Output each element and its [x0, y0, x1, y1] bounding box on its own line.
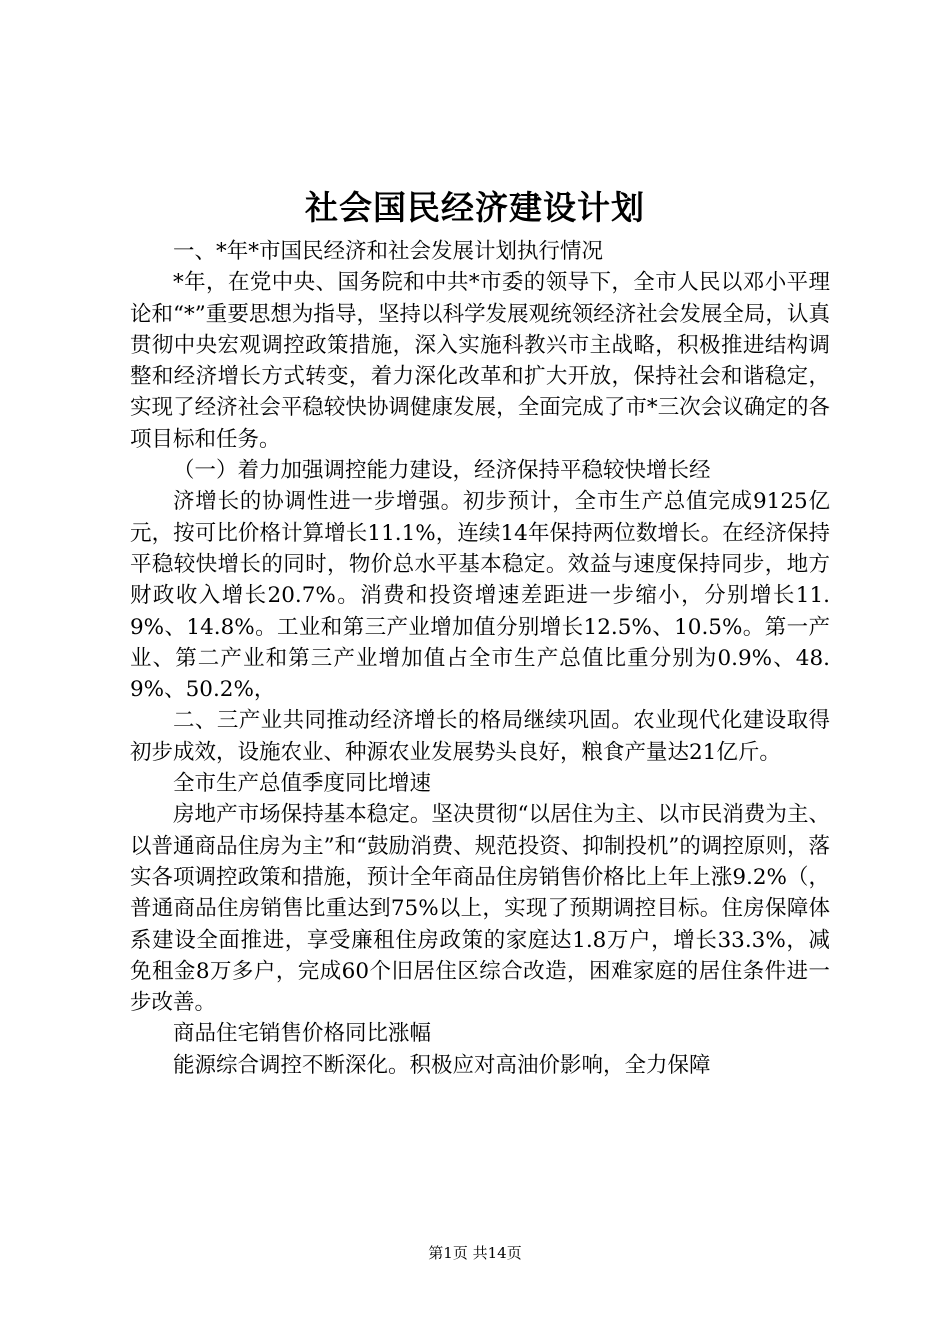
paragraph: 房地产市场保持基本稳定。坚决贯彻“以居住为主、以市民消费为主、以普通商品住房为主”和“鼓励消费、规范投资、抑制投机”的调控原则，落实各项调控政策和措施，预计全年商品住房销售价格比上年上涨9.2%（，普通商品住房销售比重达到75%以上，实现了预期调控目标。住房保障体系建设全面推进，享受廉租住房政策的家庭达1.8万户，增长33.3%，减免租金8万多户，完成60个旧居住区综合改造，困难家庭的居住条件进一步改善。 [130, 802, 830, 1016]
paragraph: 二、三产业共同推动经济增长的格局继续巩固。农业现代化建设取得初步成效，设施农业、种源农业发展势头良好，粮食产量达21亿斤。 [130, 708, 830, 765]
paragraph: 能源综合调控不断深化。积极应对高油价影响，全力保障 [173, 1052, 711, 1078]
page-title: 社会国民经济建设计划 [305, 188, 645, 227]
figure-caption: 商品住宅销售价格同比涨幅 [173, 1021, 432, 1047]
section-heading: 一、*年*市国民经济和社会发展计划执行情况 [173, 239, 604, 264]
paragraph: *年，在党中央、国务院和中共*市委的领导下，全市人民以邓小平理论和“*”重要思想为指导，坚持以科学发展观统领经济社会发展全局，认真贯彻中央宏观调控政策措施，深入实施科教兴市主战略，积极推进结构调整和经济增长方式转变，着力深化改革和扩大开放，保持社会和谐稳定，实现了经济社会平稳较快协调健康发展，全面完成了市*三次会议确定的各项目标和任务。 [130, 270, 830, 452]
page-number-footer: 第1页 共14页 [428, 1244, 522, 1262]
subsection-heading: （一）着力加强调控能力建设，经济保持平稳较快增长经 [173, 458, 711, 484]
figure-caption: 全市生产总值季度同比增速 [173, 771, 432, 797]
document-body [130, 236, 830, 1081]
paragraph: 济增长的协调性进一步增强。初步预计，全市生产总值完成9125亿元，按可比价格计算增长11.1%，连续14年保持两位数增长。在经济保持平稳较快增长的同时，物价总水平基本稳定。效益与速度保持同步，地方财政收入增长20.7%。消费和投资增速差距进一步缩小，分别增长11.9%、14.8%。工业和第三产业增加值分别增长12.5%、10.5%。第一产业、第二产业和第三产业增加值占全市生产总值比重分别为0.9%、48.9%、50.2%， [130, 489, 830, 703]
